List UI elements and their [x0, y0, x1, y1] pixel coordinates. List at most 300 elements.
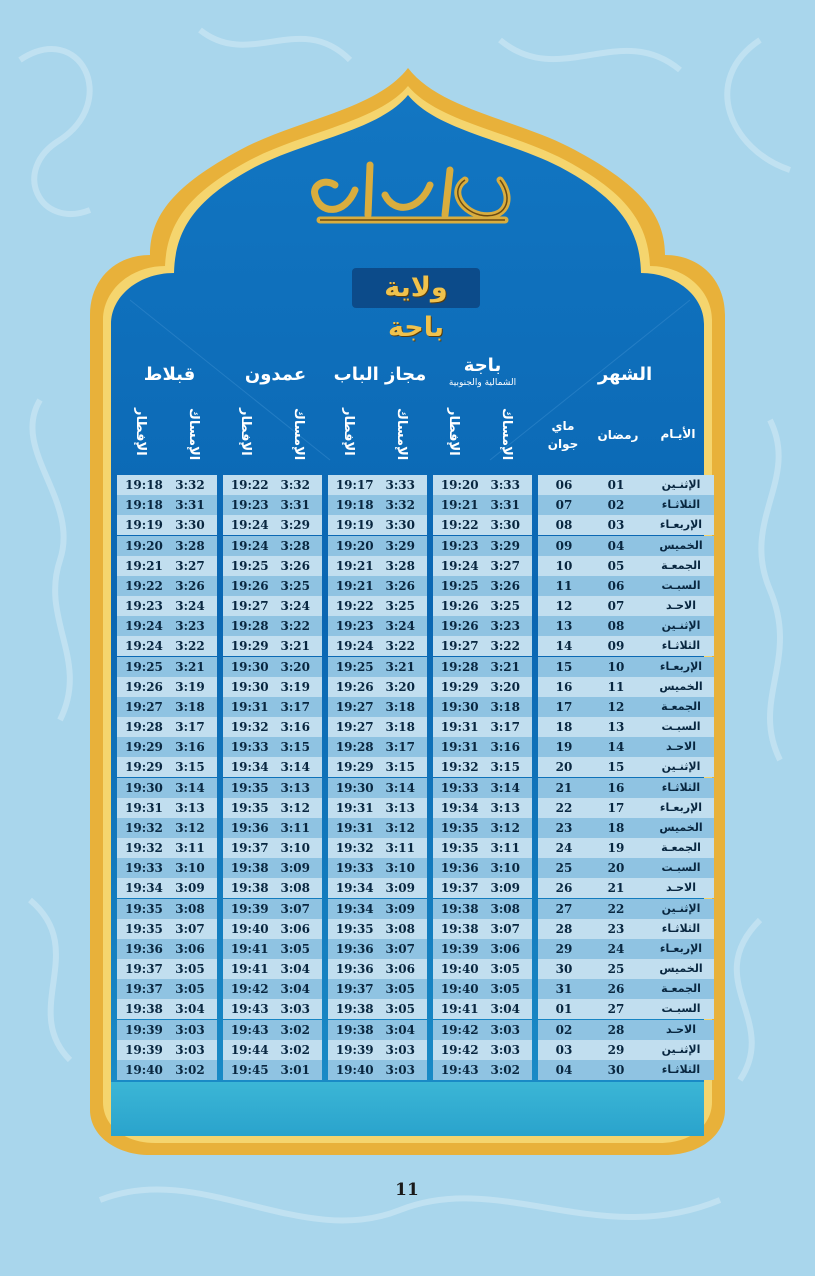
table-row — [328, 576, 427, 596]
table-row — [433, 576, 532, 596]
iftar-time: 19:39 — [335, 1042, 374, 1057]
city-goubellat-name: قبلاط — [143, 364, 196, 385]
iftar-time: 19:33 — [335, 861, 374, 876]
table-row — [117, 596, 217, 616]
day-name: الإربعـاء — [659, 518, 703, 532]
imsak-time: 3:28 — [280, 538, 310, 553]
table-row — [328, 495, 427, 515]
table-row — [223, 556, 322, 576]
table-row — [328, 919, 427, 939]
iftar-time: 19:32 — [125, 841, 163, 855]
table-row — [223, 515, 322, 535]
imsak-time: 3:06 — [385, 962, 415, 976]
table-row — [433, 939, 532, 959]
gregorian-day: 04 — [555, 1062, 573, 1077]
imsak-time: 3:09 — [175, 881, 205, 896]
day-name: الإثنـين — [661, 760, 701, 774]
table-row — [117, 838, 217, 858]
table-row — [223, 838, 322, 858]
day-name: الجمعـة — [661, 699, 701, 713]
table-row — [117, 1060, 217, 1080]
imsak-col-header-0: الإمساك — [499, 408, 514, 461]
imsak-time: 3:05 — [175, 982, 205, 997]
city-medjez-el-bab-name: مجاز الباب — [333, 364, 427, 385]
gregorian-day: 15 — [555, 659, 573, 674]
table-row — [117, 939, 217, 959]
imsak-time: 3:24 — [175, 599, 205, 613]
day-name: الإربعـاء — [659, 659, 703, 673]
iftar-time: 19:26 — [335, 679, 374, 694]
gregorian-col-header — [538, 417, 588, 453]
ramadan-day: 13 — [607, 720, 625, 734]
ramadan-day: 20 — [607, 861, 625, 876]
imsak-time: 3:25 — [385, 599, 415, 613]
iftar-time: 19:21 — [440, 498, 479, 513]
imsak-time: 3:10 — [175, 861, 205, 876]
imsak-time: 3:13 — [490, 800, 520, 815]
table-row — [538, 1040, 714, 1060]
imsak-time: 3:04 — [175, 1002, 205, 1017]
imsak-time: 3:03 — [175, 1022, 205, 1037]
table-row — [223, 677, 322, 697]
imsak-time: 3:32 — [280, 478, 310, 492]
table-row — [223, 878, 322, 898]
table-row — [223, 536, 322, 556]
imsak-time: 3:21 — [490, 659, 520, 674]
day-name: الخميس — [659, 820, 703, 834]
gregorian-day: 14 — [555, 639, 573, 654]
table-row — [117, 778, 217, 798]
table-row — [117, 919, 217, 939]
iftar-time: 19:39 — [125, 1022, 163, 1037]
ramadan-day: 07 — [607, 599, 625, 613]
iftar-time: 19:23 — [125, 599, 163, 613]
table-row — [538, 757, 714, 777]
iftar-time: 19:31 — [440, 740, 479, 755]
iftar-time: 19:31 — [440, 720, 479, 734]
iftar-time: 19:24 — [230, 538, 269, 553]
imsak-time: 3:12 — [280, 800, 310, 815]
imsak-time: 3:25 — [280, 578, 310, 593]
table-row — [117, 515, 217, 535]
imsak-time: 3:15 — [490, 760, 520, 775]
table-row — [328, 1060, 427, 1080]
iftar-time: 19:19 — [125, 518, 163, 533]
imsak-time: 3:11 — [175, 841, 205, 855]
table-row — [538, 495, 714, 515]
imsak-time: 3:09 — [385, 901, 415, 916]
iftar-time: 19:31 — [335, 800, 374, 815]
imsak-time: 3:15 — [280, 740, 310, 755]
table-row — [328, 939, 427, 959]
day-name: الاحـد — [665, 881, 696, 895]
imsak-time: 3:18 — [385, 699, 415, 714]
gregorian-day: 18 — [555, 720, 573, 734]
imsak-time: 3:32 — [175, 478, 205, 492]
iftar-col-header-0: الإفطار — [446, 408, 461, 456]
city-beja-subtitle: الشمالية والجنوبية — [448, 378, 517, 388]
imsak-time: 3:30 — [175, 518, 205, 533]
day-name: الخميس — [659, 962, 703, 975]
table-row — [538, 536, 714, 556]
imsak-time: 3:28 — [175, 538, 205, 553]
table-row — [328, 979, 427, 999]
table-row — [538, 596, 714, 616]
imsak-time: 3:05 — [490, 982, 520, 997]
gregorian-day: 09 — [555, 538, 573, 553]
imsak-time: 3:20 — [385, 679, 415, 694]
imsak-time: 3:14 — [385, 780, 415, 795]
imsak-time: 3:16 — [490, 740, 520, 755]
iftar-time: 19:34 — [125, 881, 163, 896]
imsak-time: 3:11 — [385, 841, 415, 855]
iftar-time: 19:21 — [125, 558, 163, 573]
iftar-time: 19:39 — [440, 941, 479, 956]
iftar-time: 19:27 — [335, 720, 374, 734]
iftar-time: 19:41 — [230, 941, 269, 956]
imsak-time: 3:28 — [385, 558, 415, 573]
table-row — [328, 798, 427, 818]
table-row — [328, 697, 427, 717]
table-row — [538, 899, 714, 919]
ramadan-day: 19 — [607, 841, 625, 855]
iftar-time: 19:27 — [335, 699, 374, 714]
table-row — [538, 697, 714, 717]
iftar-time: 19:23 — [230, 498, 269, 513]
imsak-time: 3:22 — [175, 639, 205, 654]
table-row — [538, 999, 714, 1019]
table-row — [328, 677, 427, 697]
imsak-time: 3:21 — [280, 639, 310, 654]
table-row — [328, 1040, 427, 1060]
table-row — [117, 818, 217, 838]
imsak-time: 3:03 — [490, 1042, 520, 1057]
table-row — [538, 475, 714, 495]
iftar-time: 19:22 — [335, 599, 374, 613]
iftar-time: 19:20 — [440, 478, 479, 492]
table-row — [538, 1060, 714, 1080]
gregorian-day: 26 — [555, 881, 573, 896]
imsak-time: 3:03 — [490, 1022, 520, 1037]
table-row — [223, 1060, 322, 1080]
table-row — [433, 1020, 532, 1040]
day-name: السبـت — [661, 1002, 701, 1016]
imsak-time: 3:04 — [385, 1022, 415, 1037]
city-panel-1 — [328, 475, 427, 1080]
table-row — [328, 778, 427, 798]
page-number: 11 — [395, 1180, 419, 1200]
ramadan-day: 12 — [607, 699, 625, 714]
iftar-time: 19:18 — [125, 478, 163, 492]
imsak-time: 3:31 — [490, 498, 520, 513]
imsak-time: 3:18 — [490, 699, 520, 714]
table-row — [538, 616, 714, 636]
table-row — [117, 495, 217, 515]
iftar-time: 19:22 — [440, 518, 479, 533]
table-row — [433, 1040, 532, 1060]
city-panel-3 — [117, 475, 217, 1080]
table-row — [223, 737, 322, 757]
day-name: الاحـد — [665, 740, 696, 754]
imsak-time: 3:03 — [385, 1042, 415, 1057]
ramadan-mubarak-logo — [300, 150, 525, 230]
gregorian-day: 31 — [555, 982, 573, 997]
iftar-time: 19:21 — [335, 578, 374, 593]
imsak-time: 3:22 — [385, 639, 415, 654]
iftar-time: 19:36 — [335, 962, 374, 976]
imsak-time: 3:19 — [175, 679, 205, 694]
iftar-time: 19:34 — [335, 881, 374, 896]
iftar-time: 19:36 — [440, 861, 479, 876]
table-row — [328, 596, 427, 616]
iftar-time: 19:22 — [125, 578, 163, 593]
table-row — [538, 515, 714, 535]
iftar-time: 19:28 — [125, 720, 163, 734]
iftar-time: 19:32 — [230, 720, 269, 734]
iftar-time: 19:45 — [230, 1062, 269, 1077]
imsak-time: 3:27 — [175, 558, 205, 573]
imsak-time: 3:07 — [490, 921, 520, 936]
imsak-time: 3:18 — [175, 699, 205, 714]
gregorian-day: 08 — [555, 518, 573, 533]
table-row — [223, 475, 322, 495]
iftar-time: 19:42 — [440, 1042, 479, 1057]
table-row — [538, 556, 714, 576]
table-row — [223, 717, 322, 737]
imsak-time: 3:03 — [175, 1042, 205, 1057]
iftar-time: 19:36 — [230, 820, 269, 835]
imsak-time: 3:29 — [280, 518, 310, 533]
iftar-time: 19:32 — [125, 820, 163, 835]
table-row — [117, 959, 217, 979]
table-row — [117, 475, 217, 495]
gregorian-day: 21 — [555, 780, 573, 795]
gregorian-day: 11 — [555, 578, 573, 593]
imsak-time: 3:17 — [280, 699, 310, 714]
iftar-time: 19:25 — [440, 578, 479, 593]
iftar-time: 19:38 — [440, 901, 479, 916]
table-row — [117, 999, 217, 1019]
day-name: السبـت — [661, 578, 701, 592]
imsak-time: 3:10 — [385, 861, 415, 876]
table-row — [223, 999, 322, 1019]
iftar-time: 19:38 — [125, 1002, 163, 1017]
table-row — [538, 717, 714, 737]
iftar-time: 19:23 — [335, 619, 374, 634]
imsak-time: 3:05 — [385, 982, 415, 997]
imsak-time: 3:07 — [280, 901, 310, 916]
imsak-time: 3:01 — [280, 1062, 310, 1077]
city-goubellat — [122, 364, 217, 385]
iftar-time: 19:29 — [440, 679, 479, 694]
table-row — [223, 1040, 322, 1060]
imsak-time: 3:26 — [175, 578, 205, 593]
iftar-time: 19:19 — [335, 518, 374, 533]
imsak-time: 3:20 — [490, 679, 520, 694]
iftar-time: 19:18 — [125, 498, 163, 513]
table-row — [538, 798, 714, 818]
imsak-time: 3:33 — [490, 478, 520, 492]
imsak-time: 3:18 — [385, 720, 415, 734]
imsak-time: 3:13 — [385, 800, 415, 815]
table-row — [223, 576, 322, 596]
imsak-time: 3:27 — [490, 558, 520, 573]
table-row — [433, 515, 532, 535]
imsak-col-header-3: الإمساك — [186, 408, 201, 461]
iftar-time: 19:43 — [230, 1022, 269, 1037]
imsak-time: 3:29 — [385, 538, 415, 553]
table-row — [117, 798, 217, 818]
imsak-time: 3:26 — [490, 578, 520, 593]
imsak-time: 3:22 — [280, 619, 310, 634]
imsak-time: 3:07 — [175, 921, 205, 936]
ramadan-day: 15 — [607, 760, 625, 775]
day-name: الثلاثـاء — [661, 780, 701, 794]
table-row — [433, 596, 532, 616]
table-row — [433, 899, 532, 919]
imsak-time: 3:13 — [280, 780, 310, 795]
day-name: الإثنـين — [661, 619, 701, 633]
iftar-time: 19:33 — [440, 780, 479, 795]
table-row — [117, 757, 217, 777]
iftar-time: 19:34 — [440, 800, 479, 815]
table-row — [538, 979, 714, 999]
gregorian-day: 07 — [555, 498, 573, 513]
iftar-col-header-2: الإفطار — [238, 408, 253, 456]
iftar-time: 19:35 — [440, 820, 479, 835]
iftar-time: 19:33 — [230, 740, 269, 755]
gregorian-day: 01 — [555, 1002, 573, 1017]
ramadan-day: 18 — [607, 820, 625, 835]
gregorian-day: 29 — [555, 941, 573, 956]
day-name: الإربعـاء — [659, 800, 703, 814]
imsak-time: 3:24 — [385, 619, 415, 634]
imsak-time: 3:17 — [175, 720, 205, 734]
day-name: الخميس — [659, 538, 703, 552]
ramadan-day: 16 — [607, 780, 625, 795]
gregorian-day: 06 — [555, 478, 573, 492]
imsak-time: 3:07 — [385, 941, 415, 956]
table-row — [117, 717, 217, 737]
table-row — [117, 616, 217, 636]
iftar-time: 19:27 — [440, 639, 479, 654]
iftar-time: 19:37 — [440, 881, 479, 896]
table-row — [433, 919, 532, 939]
table-row — [223, 495, 322, 515]
imsak-time: 3:30 — [490, 518, 520, 533]
table-row — [433, 495, 532, 515]
imsak-time: 3:05 — [385, 1002, 415, 1017]
ramadan-day: 06 — [607, 578, 625, 593]
gregorian-day: 28 — [555, 921, 573, 936]
region-title: ولاية باجة — [352, 268, 480, 308]
ramadan-day: 30 — [607, 1062, 625, 1077]
iftar-time: 19:30 — [335, 780, 374, 795]
table-row — [538, 576, 714, 596]
iftar-time: 19:40 — [335, 1062, 374, 1077]
gregorian-day: 16 — [555, 679, 573, 694]
iftar-time: 19:20 — [335, 538, 374, 553]
month-panel — [538, 475, 714, 1080]
iftar-time: 19:18 — [335, 498, 374, 513]
city-amdoun-name: عمدون — [244, 364, 307, 385]
table-row — [538, 939, 714, 959]
iftar-time: 19:30 — [230, 679, 269, 694]
day-name: الإثنـين — [661, 1042, 701, 1056]
table-row — [328, 899, 427, 919]
iftar-time: 19:30 — [440, 699, 479, 714]
table-row — [117, 536, 217, 556]
table-row — [433, 818, 532, 838]
table-row — [328, 818, 427, 838]
table-row — [433, 616, 532, 636]
day-name: الجمعـة — [661, 982, 701, 996]
iftar-time: 19:38 — [335, 1002, 374, 1017]
day-name: الإثنـين — [661, 901, 701, 915]
table-row — [223, 899, 322, 919]
table-row — [223, 697, 322, 717]
day-name: الثلاثـاء — [661, 1062, 701, 1076]
iftar-time: 19:33 — [125, 861, 163, 876]
imsak-time: 3:25 — [490, 599, 520, 613]
iftar-time: 19:35 — [230, 800, 269, 815]
imsak-time: 3:21 — [385, 659, 415, 674]
imsak-time: 3:29 — [490, 538, 520, 553]
iftar-time: 19:26 — [230, 578, 269, 593]
table-row — [433, 677, 532, 697]
imsak-time: 3:08 — [175, 901, 205, 916]
table-row — [433, 697, 532, 717]
table-row — [117, 576, 217, 596]
iftar-time: 19:37 — [125, 982, 163, 997]
imsak-time: 3:32 — [385, 498, 415, 513]
table-row — [223, 596, 322, 616]
table-row — [433, 979, 532, 999]
imsak-time: 3:06 — [490, 941, 520, 956]
iftar-col-header-3: الإفطار — [133, 408, 148, 456]
imsak-time: 3:02 — [280, 1022, 310, 1037]
table-row — [433, 636, 532, 656]
table-row — [538, 878, 714, 898]
imsak-time: 3:26 — [385, 578, 415, 593]
iftar-time: 19:26 — [125, 679, 163, 694]
may-label: ماي — [551, 419, 575, 433]
imsak-time: 3:20 — [280, 659, 310, 674]
table-row — [538, 737, 714, 757]
table-row — [117, 677, 217, 697]
city-beja — [435, 355, 530, 388]
table-row — [433, 798, 532, 818]
imsak-time: 3:22 — [490, 639, 520, 654]
table-row — [328, 838, 427, 858]
table-row — [223, 858, 322, 878]
ramadan-day: 27 — [607, 1002, 625, 1017]
table-row — [223, 636, 322, 656]
table-row — [223, 757, 322, 777]
city-medjez-el-bab — [330, 364, 430, 385]
iftar-time: 19:36 — [125, 941, 163, 956]
table-row — [117, 878, 217, 898]
imsak-time: 3:24 — [280, 599, 310, 613]
imsak-time: 3:11 — [490, 841, 520, 855]
iftar-time: 19:26 — [440, 619, 479, 634]
iftar-time: 19:35 — [125, 921, 163, 936]
table-row — [223, 959, 322, 979]
table-row — [117, 556, 217, 576]
iftar-time: 19:40 — [440, 962, 479, 976]
day-name: السبـت — [661, 861, 701, 875]
ramadan-day: 03 — [607, 518, 625, 533]
